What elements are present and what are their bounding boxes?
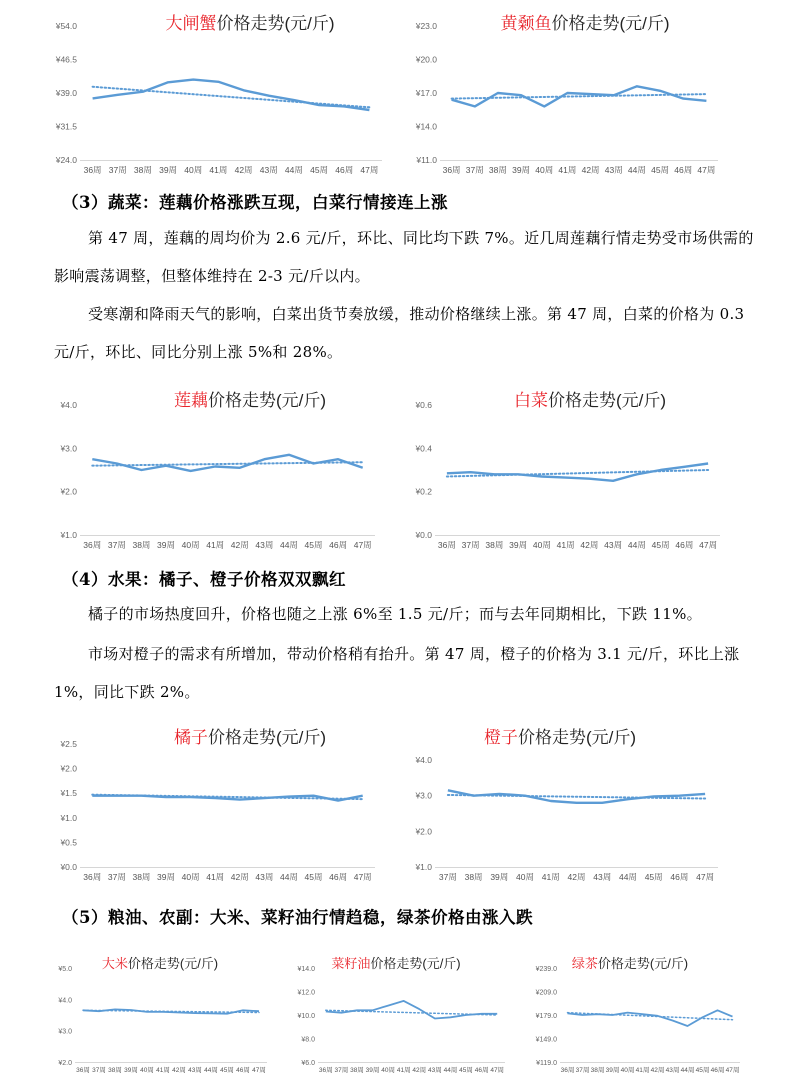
x-tick-label: 36周 xyxy=(318,1067,333,1074)
y-tick-label: ¥2.0 xyxy=(60,486,77,497)
x-tick-label: 38周 xyxy=(133,165,152,175)
chart-title xyxy=(514,391,666,410)
x-tick-label: 36周 xyxy=(76,1067,90,1074)
y-tick-label: ¥0.0 xyxy=(415,530,432,540)
x-tick-label: 41周 xyxy=(635,1067,650,1074)
x-tick-label: 36周 xyxy=(83,165,102,175)
x-tick-label: 45周 xyxy=(695,1067,710,1074)
x-tick-label: 42周 xyxy=(581,165,600,175)
x-tick-label: 37周 xyxy=(575,1067,590,1074)
chart-title xyxy=(165,14,334,33)
chart-title-highlight: 白菜 xyxy=(513,391,548,410)
y-tick-label: ¥31.5 xyxy=(55,121,77,132)
chart-title-suffix: 价格走势(元/斤) xyxy=(127,956,219,971)
y-tick-label: ¥179.0 xyxy=(535,1013,557,1020)
x-tick-label: 39周 xyxy=(159,165,178,175)
x-tick-label: 46周 xyxy=(474,1067,489,1074)
chart-title-suffix: 价格走势(元/斤) xyxy=(597,956,689,971)
x-tick-label: 36周 xyxy=(437,540,456,550)
x-tick-label: 39周 xyxy=(512,165,531,175)
x-tick-label: 41周 xyxy=(558,165,577,175)
y-tick-label: ¥0.6 xyxy=(415,400,432,410)
x-tick-label: 47周 xyxy=(360,165,379,175)
chart-title-suffix: 价格走势(元/斤) xyxy=(547,391,667,410)
x-tick-label: 46周 xyxy=(675,540,694,550)
x-tick-label: 38周 xyxy=(350,1067,364,1074)
x-tick-label: 44周 xyxy=(627,540,646,550)
x-tick-label: 43周 xyxy=(665,1067,680,1074)
x-tick-label: 41周 xyxy=(156,1067,170,1074)
y-tick-label: ¥39.0 xyxy=(55,88,77,98)
y-tick-label: ¥119.0 xyxy=(536,1060,557,1067)
x-tick-label: 47周 xyxy=(725,1067,740,1074)
y-tick-label: ¥11.0 xyxy=(416,155,437,165)
x-tick-label: 38周 xyxy=(132,540,151,550)
x-tick-label: 47周 xyxy=(696,872,715,882)
x-tick-label: 46周 xyxy=(670,872,689,882)
y-tick-label: ¥24.0 xyxy=(55,155,77,165)
x-tick-label: 43周 xyxy=(188,1067,202,1074)
x-tick-label: 40周 xyxy=(535,165,554,175)
x-tick-label: 39周 xyxy=(124,1067,138,1074)
y-tick-label: ¥3.0 xyxy=(60,443,77,454)
chart-title-highlight: 黄颡鱼 xyxy=(500,14,552,33)
chart-title xyxy=(331,956,460,971)
chart-crab xyxy=(40,8,385,180)
y-tick-label: ¥54.0 xyxy=(55,21,77,31)
price-line xyxy=(92,455,362,471)
x-tick-label: 47周 xyxy=(490,1067,505,1074)
y-tick-label: ¥239.0 xyxy=(535,966,557,973)
x-tick-label: 37周 xyxy=(92,1067,106,1074)
trend-line xyxy=(93,87,370,108)
y-tick-label: ¥1.0 xyxy=(60,530,77,540)
x-tick-label: 45周 xyxy=(459,1067,473,1074)
y-tick-label: ¥12.0 xyxy=(297,989,315,997)
y-tick-label: ¥6.0 xyxy=(301,1060,315,1067)
x-tick-label: 42周 xyxy=(567,872,586,882)
x-tick-label: 36周 xyxy=(83,540,102,550)
y-tick-label: ¥1.0 xyxy=(415,862,432,872)
chart-title-suffix: 价格走势(元/斤) xyxy=(207,728,327,747)
y-tick-label: ¥1.0 xyxy=(60,812,77,823)
y-tick-label: ¥0.5 xyxy=(60,837,77,848)
x-tick-label: 40周 xyxy=(381,1067,395,1074)
x-tick-label: 41周 xyxy=(556,540,575,550)
x-tick-label: 44周 xyxy=(204,1067,218,1074)
chart-lotus-root xyxy=(40,385,385,560)
x-tick-label: 44周 xyxy=(443,1067,458,1074)
x-tick-label: 45周 xyxy=(304,540,323,550)
x-tick-label: 42周 xyxy=(580,540,599,550)
paragraph-orange: 市场对橙子的需求有所增加，带动价格稍有抬升。第 47 周，橙子的价格为 3.1 元/斤，环比上涨 1%，同比下跌 2%。 xyxy=(54,645,740,701)
chart-tangerine xyxy=(40,722,385,892)
x-tick-label: 43周 xyxy=(604,540,623,550)
x-tick-label: 37周 xyxy=(461,540,480,550)
x-tick-label: 44周 xyxy=(680,1067,695,1074)
x-tick-label: 39周 xyxy=(490,872,509,882)
x-tick-label: 47周 xyxy=(353,872,372,882)
x-tick-label: 37周 xyxy=(334,1067,349,1074)
x-tick-label: 46周 xyxy=(710,1067,725,1074)
x-tick-label: 38周 xyxy=(590,1067,605,1074)
x-tick-label: 38周 xyxy=(488,165,507,175)
x-tick-label: 37周 xyxy=(108,165,127,175)
chart-title-highlight: 橘子 xyxy=(173,728,208,747)
chart-cabbage xyxy=(390,385,730,560)
y-tick-label: ¥0.0 xyxy=(60,862,77,872)
x-tick-label: 45周 xyxy=(644,872,663,882)
x-tick-label: 40周 xyxy=(140,1067,154,1074)
y-tick-label: ¥10.0 xyxy=(297,1013,315,1020)
chart-orange xyxy=(390,722,730,892)
x-tick-label: 46周 xyxy=(674,165,693,175)
x-tick-label: 41周 xyxy=(206,872,225,882)
y-tick-label: ¥2.0 xyxy=(415,826,432,837)
chart-rapeseed-oil xyxy=(278,952,513,1082)
x-tick-label: 39周 xyxy=(605,1067,620,1074)
chart-title-highlight: 绿茶 xyxy=(571,956,598,971)
x-tick-label: 39周 xyxy=(509,540,528,550)
x-tick-label: 38周 xyxy=(485,540,504,550)
chart-title xyxy=(484,728,636,747)
chart-title-suffix: 价格走势(元/斤) xyxy=(207,391,327,410)
chart-title-highlight: 大米 xyxy=(101,956,128,971)
y-tick-label: ¥14.0 xyxy=(415,121,437,132)
chart-title xyxy=(102,956,218,971)
x-tick-label: 47周 xyxy=(697,165,716,175)
x-tick-label: 36周 xyxy=(560,1067,575,1074)
y-tick-label: ¥3.0 xyxy=(415,790,432,801)
y-tick-label: ¥149.0 xyxy=(535,1036,557,1044)
x-tick-label: 39周 xyxy=(157,540,176,550)
x-tick-label: 46周 xyxy=(329,872,348,882)
price-line xyxy=(326,1001,497,1019)
x-tick-label: 43周 xyxy=(604,165,623,175)
x-tick-label: 44周 xyxy=(279,540,298,550)
x-tick-label: 37周 xyxy=(465,165,484,175)
x-tick-label: 45周 xyxy=(220,1067,234,1074)
y-tick-label: ¥14.0 xyxy=(297,966,315,973)
section-heading-fruits: （4）水果：橘子、橙子价格双双飘红 xyxy=(62,570,346,589)
y-tick-label: ¥4.0 xyxy=(415,755,432,765)
x-tick-label: 38周 xyxy=(464,872,483,882)
chart-title-highlight: 莲藕 xyxy=(173,391,208,410)
x-tick-label: 39周 xyxy=(157,872,176,882)
chart-title xyxy=(572,956,688,971)
x-tick-label: 43周 xyxy=(428,1067,442,1074)
x-tick-label: 46周 xyxy=(329,540,348,550)
x-tick-label: 45周 xyxy=(651,165,670,175)
x-tick-label: 42周 xyxy=(230,540,249,550)
x-tick-label: 41周 xyxy=(541,872,560,882)
x-tick-label: 45周 xyxy=(651,540,670,550)
x-tick-label: 41周 xyxy=(396,1067,411,1074)
x-tick-label: 45周 xyxy=(304,872,323,882)
y-tick-label: ¥20.0 xyxy=(415,54,437,65)
y-tick-label: ¥4.0 xyxy=(60,400,77,410)
chart-title-suffix: 价格走势(元/斤) xyxy=(370,956,461,971)
x-tick-label: 46周 xyxy=(236,1067,250,1074)
chart-title-suffix: 价格走势(元/斤) xyxy=(216,14,335,33)
chart-title xyxy=(174,391,326,410)
x-tick-label: 36周 xyxy=(442,165,461,175)
x-tick-label: 45周 xyxy=(310,165,329,175)
x-tick-label: 40周 xyxy=(181,540,200,550)
price-line xyxy=(93,80,370,110)
x-tick-label: 41周 xyxy=(206,540,225,550)
section-heading-grain-oil: （5）粮油、农副：大米、菜籽油行情趋稳，绿茶价格由涨入跌 xyxy=(62,908,533,927)
x-tick-label: 39周 xyxy=(365,1067,380,1074)
y-tick-label: ¥4.0 xyxy=(58,997,72,1005)
x-tick-label: 41周 xyxy=(209,165,228,175)
x-tick-label: 37周 xyxy=(107,872,126,882)
chart-title xyxy=(174,727,326,747)
x-tick-label: 37周 xyxy=(438,872,457,882)
y-tick-label: ¥3.0 xyxy=(58,1028,72,1036)
section-heading-vegetables: （3）蔬菜：莲藕价格涨跌互现，白菜行情接连上涨 xyxy=(62,193,448,212)
price-line xyxy=(447,464,708,481)
chart-title-highlight: 橙子 xyxy=(483,728,518,747)
x-tick-label: 43周 xyxy=(255,540,274,550)
y-tick-label: ¥23.0 xyxy=(415,21,437,31)
y-tick-label: ¥0.2 xyxy=(415,486,432,497)
x-tick-label: 42周 xyxy=(172,1067,186,1074)
chart-yellow-catfish xyxy=(400,8,730,180)
x-tick-label: 43周 xyxy=(259,165,278,175)
chart-rice xyxy=(40,952,275,1082)
chart-title-suffix: 价格走势(元/斤) xyxy=(517,728,637,747)
y-tick-label: ¥2.5 xyxy=(60,739,77,749)
x-tick-label: 47周 xyxy=(699,540,718,550)
x-tick-label: 42周 xyxy=(412,1067,427,1074)
chart-title-suffix: 价格走势(元/斤) xyxy=(551,14,670,33)
x-tick-label: 44周 xyxy=(618,872,637,882)
x-tick-label: 40周 xyxy=(184,165,203,175)
x-tick-label: 40周 xyxy=(620,1067,635,1074)
x-tick-label: 42周 xyxy=(650,1067,665,1074)
x-tick-label: 46周 xyxy=(335,165,354,175)
y-tick-label: ¥1.5 xyxy=(60,788,77,799)
chart-green-tea xyxy=(518,952,748,1082)
paragraph-lotus: 第 47 周，莲藕的周均价为 2.6 元/斤，环比、同比均下跌 7%。近几周莲藕行情走势受市场供需的影响震荡调整，但整体维持在 2-3 元/斤以内。 xyxy=(54,229,754,285)
chart-title-highlight: 大闸蟹 xyxy=(165,14,217,33)
x-tick-label: 47周 xyxy=(353,540,372,550)
x-tick-label: 44周 xyxy=(279,872,298,882)
x-tick-label: 42周 xyxy=(234,165,253,175)
y-tick-label: ¥209.0 xyxy=(535,989,557,997)
x-tick-label: 43周 xyxy=(593,872,612,882)
x-tick-label: 36周 xyxy=(83,872,102,882)
x-tick-label: 47周 xyxy=(252,1067,266,1074)
x-tick-label: 40周 xyxy=(516,872,535,882)
y-tick-label: ¥8.0 xyxy=(301,1036,315,1044)
x-tick-label: 44周 xyxy=(627,165,646,175)
x-tick-label: 43周 xyxy=(255,872,274,882)
chart-title xyxy=(500,14,669,33)
x-tick-label: 37周 xyxy=(107,540,126,550)
paragraph-tangerine: 橘子的市场热度回升，价格也随之上涨 6%至 1.5 元/斤；而与去年同期相比，下跌 11%。 xyxy=(88,605,702,623)
x-tick-label: 38周 xyxy=(132,872,151,882)
x-tick-label: 44周 xyxy=(284,165,303,175)
y-tick-label: ¥5.0 xyxy=(58,966,72,973)
x-tick-label: 38周 xyxy=(108,1067,122,1074)
y-tick-label: ¥17.0 xyxy=(415,88,437,98)
y-tick-label: ¥46.5 xyxy=(55,54,77,65)
paragraph-cabbage: 受寒潮和降雨天气的影响，白菜出货节奏放缓，推动价格继续上涨。第 47 周，白菜的价格为 0.3 元/斤，环比、同比分别上涨 5%和 28%。 xyxy=(54,305,745,361)
x-tick-label: 40周 xyxy=(181,872,200,882)
y-tick-label: ¥0.4 xyxy=(415,443,432,454)
chart-title-highlight: 菜籽油 xyxy=(331,956,371,971)
x-tick-label: 40周 xyxy=(532,540,551,550)
x-tick-label: 42周 xyxy=(230,872,249,882)
y-tick-label: ¥2.0 xyxy=(58,1060,72,1067)
y-tick-label: ¥2.0 xyxy=(60,763,77,774)
